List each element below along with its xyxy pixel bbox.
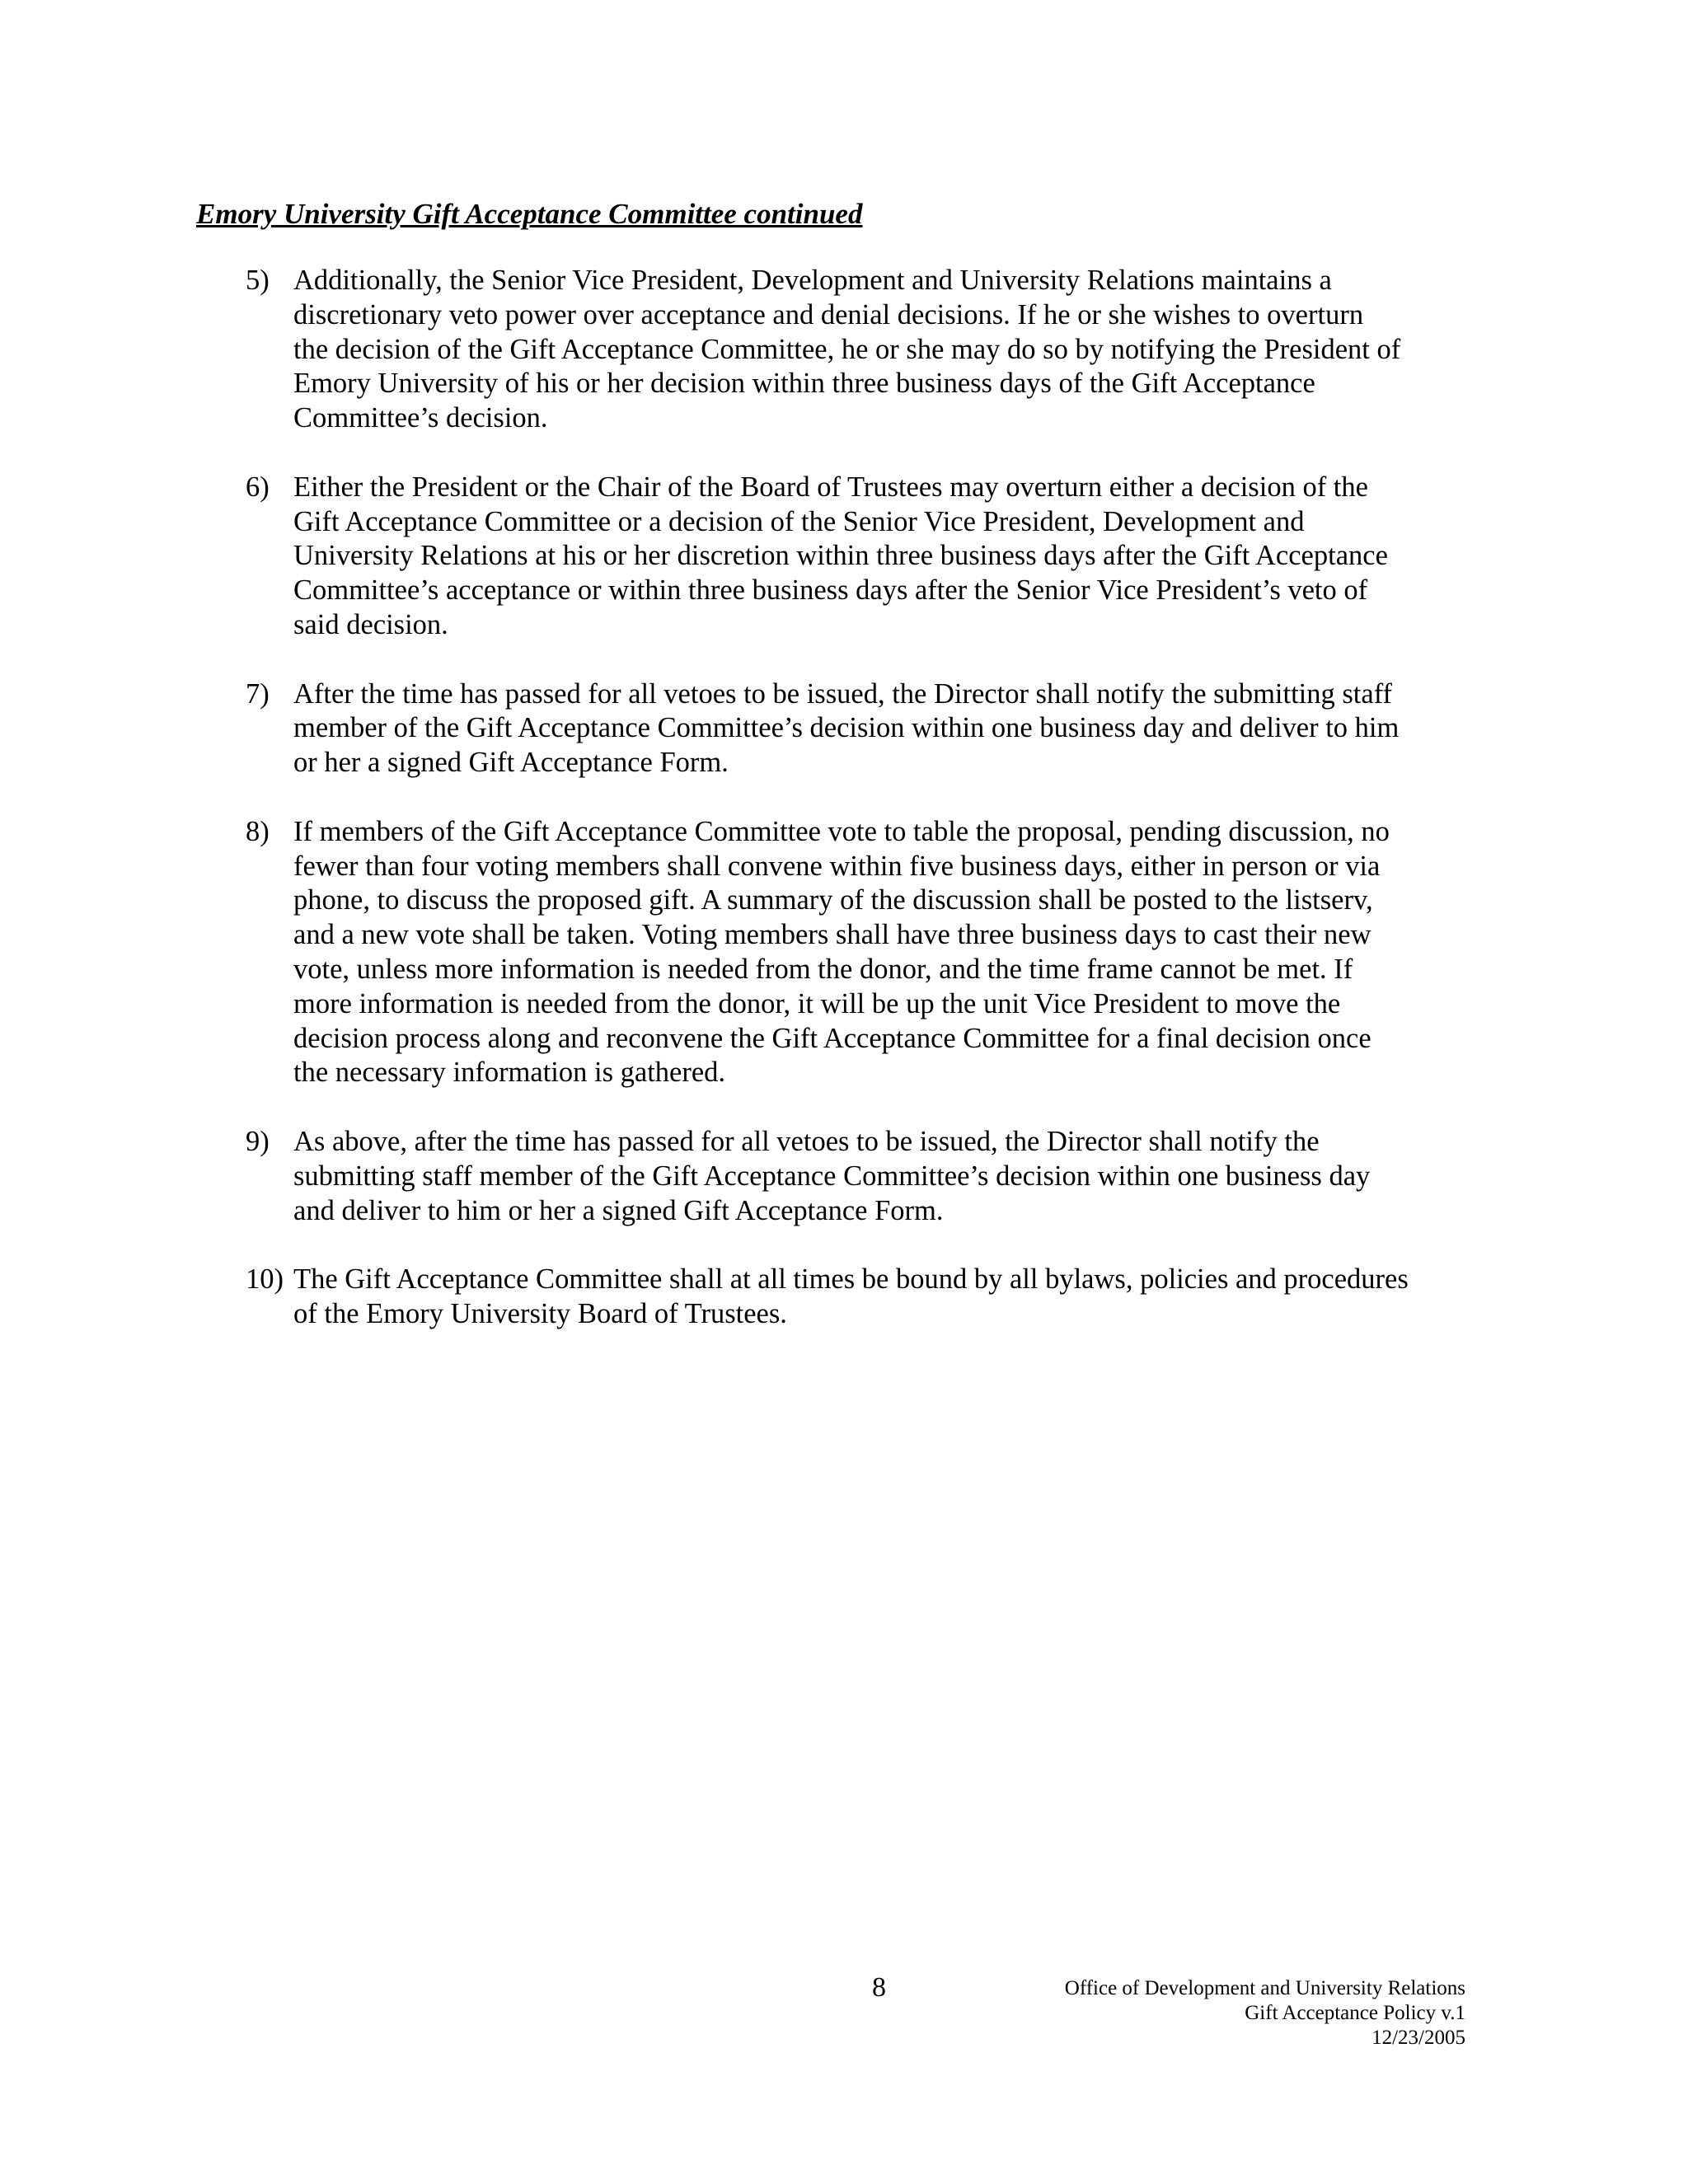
list-item-text: The Gift Acceptance Committee shall at all times be bound by all bylaws, policies and procedures of the Emory University Board of Trustees. [293,1263,1409,1329]
list-item-number: 6) [246,471,270,503]
list-item-text: Additionally, the Senior Vice President, Development and University Relations maintains a discretionary veto power over acceptance and denial decisions. If he or she wishes to overturn the decision of the Gift Acceptance Committee, he or she may do so by notifying the President of Emory University of his or her decision within three business days of the Gift Acceptance Committee’s decision. [293,265,1401,434]
list-item-text: If members of the Gift Acceptance Committee vote to table the proposal, pending discussion, no fewer than four voting members shall convene within five business days, either in person or via phone, to discuss the proposed gift. A summary of the discussion shall be posted to the listserv, and a new vote shall be taken. Voting members shall have three business days to cast their new vote, unless more information is needed from the donor, and the time frame cannot be met. If more information is needed from the donor, it will be up the unit Vice President to move the decision process along and reconvene the Gift Acceptance Committee for a final decision once the necessary information is gathered. [293,815,1390,1089]
list-item [246,1263,1484,1332]
list-item-number: 9) [246,1125,270,1157]
list-item-number: 8) [246,815,270,847]
list-item-text: Either the President or the Chair of the Board of Trustees may overturn either a decision of the Gift Acceptance Committee or a decision of the Senior Vice President, Development and University Relations at his or her discretion within three business days after the Gift Acceptance Committee’s acceptance or within three business days after the Senior Vice President’s veto of said decision. [293,471,1388,640]
footer-date: 12/23/2005 [1372,2027,1465,2049]
list-item [246,471,1484,643]
list-item [246,1125,1484,1228]
footer-info [1065,1976,1465,2050]
list-item [246,677,1484,780]
numbered-list [246,264,1484,1366]
section-heading: Emory University Gift Acceptance Committee continued [196,198,863,230]
page-number: 8 [872,1972,886,2003]
footer-office: Office of Development and University Relations [1064,1977,1465,1999]
list-item-text: As above, after the time has passed for all vetoes to be issued, the Director shall notify the submitting staff member of the Gift Acceptance Committee’s decision within one business day and deliver to him or her a signed Gift Acceptance Form. [293,1125,1371,1226]
footer-policy-version: Gift Acceptance Policy v.1 [1245,2002,1465,2024]
list-item-number: 10) [246,1263,284,1296]
list-item-number: 7) [246,677,270,710]
list-item-text: After the time has passed for all vetoes to be issued, the Director shall notify the submitting staff member of the Gift Acceptance Committee’s decision within one business day and deliver to him or her a signed Gift Acceptance Form. [293,677,1400,779]
list-item-number: 5) [246,265,270,296]
list-item [246,264,1484,436]
list-item [246,815,1484,1090]
